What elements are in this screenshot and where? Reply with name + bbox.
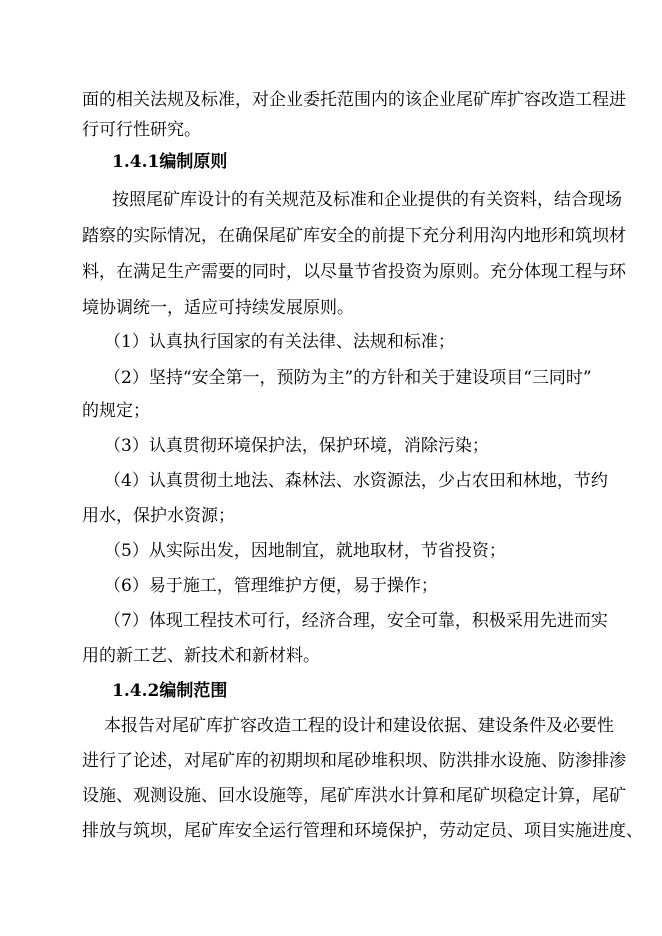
list-item-line: （6）易于施工，管理维护方便，易于操作； bbox=[104, 576, 438, 596]
body-text-line: 行可行性研究。 bbox=[82, 120, 201, 140]
section-heading-1-4-1: 1.4.1编制原则 bbox=[112, 152, 228, 172]
section-heading-1-4-2: 1.4.2编制范围 bbox=[112, 681, 228, 701]
list-item-line: 用的新工艺、新技术和新材料。 bbox=[82, 646, 320, 666]
body-text-line: 境协调统一，适应可持续发展原则。 bbox=[82, 298, 354, 318]
list-item-line: （1）认真执行国家的有关法律、法规和标准； bbox=[104, 332, 455, 352]
body-text-line: 排放与筑坝，尾矿库安全运行管理和环境保护，劳动定员、项目实施进度、 bbox=[82, 821, 643, 841]
list-item-line: （4）认真贯彻土地法、森林法、水资源法，少占农田和林地，节约 bbox=[104, 471, 608, 491]
body-text-line: 踏察的实际情况，在确保尾矿库安全的前提下充分利用沟内地形和筑坝材 bbox=[82, 226, 626, 246]
body-text-line: 本报告对尾矿库扩容改造工程的设计和建设依据、建设条件及必要性 bbox=[104, 716, 614, 736]
body-text-line: 设施、观测设施、回水设施等，尾矿库洪水计算和尾矿坝稳定计算，尾矿 bbox=[82, 786, 626, 806]
list-item-line: （5）从实际出发，因地制宜，就地取材，节省投资； bbox=[104, 541, 506, 561]
list-item-line: （7）体现工程技术可行，经济合理，安全可靠，积极采用先进而实 bbox=[104, 611, 608, 631]
body-text-line: 料，在满足生产需要的同时，以尽量节省投资为原则。充分体现工程与环 bbox=[82, 262, 626, 282]
list-item-line: （2）坚持“安全第一，预防为主”的方针和关于建设项目“三同时” bbox=[104, 368, 592, 388]
body-text-line: 面的相关法规及标准，对企业委托范围内的该企业尾矿库扩容改造工程进 bbox=[82, 90, 626, 110]
list-item-line: 的规定； bbox=[82, 401, 150, 421]
body-text-line: 按照尾矿库设计的有关规范及标准和企业提供的有关资料，结合现场 bbox=[112, 190, 622, 210]
list-item-line: 用水，保护水资源； bbox=[82, 506, 235, 526]
list-item-line: （3）认真贯彻环境保护法，保护环境，消除污染； bbox=[104, 436, 489, 456]
body-text-line: 进行了论述，对尾矿库的初期坝和尾砂堆积坝、防洪排水设施、防渗排渗 bbox=[82, 751, 626, 771]
